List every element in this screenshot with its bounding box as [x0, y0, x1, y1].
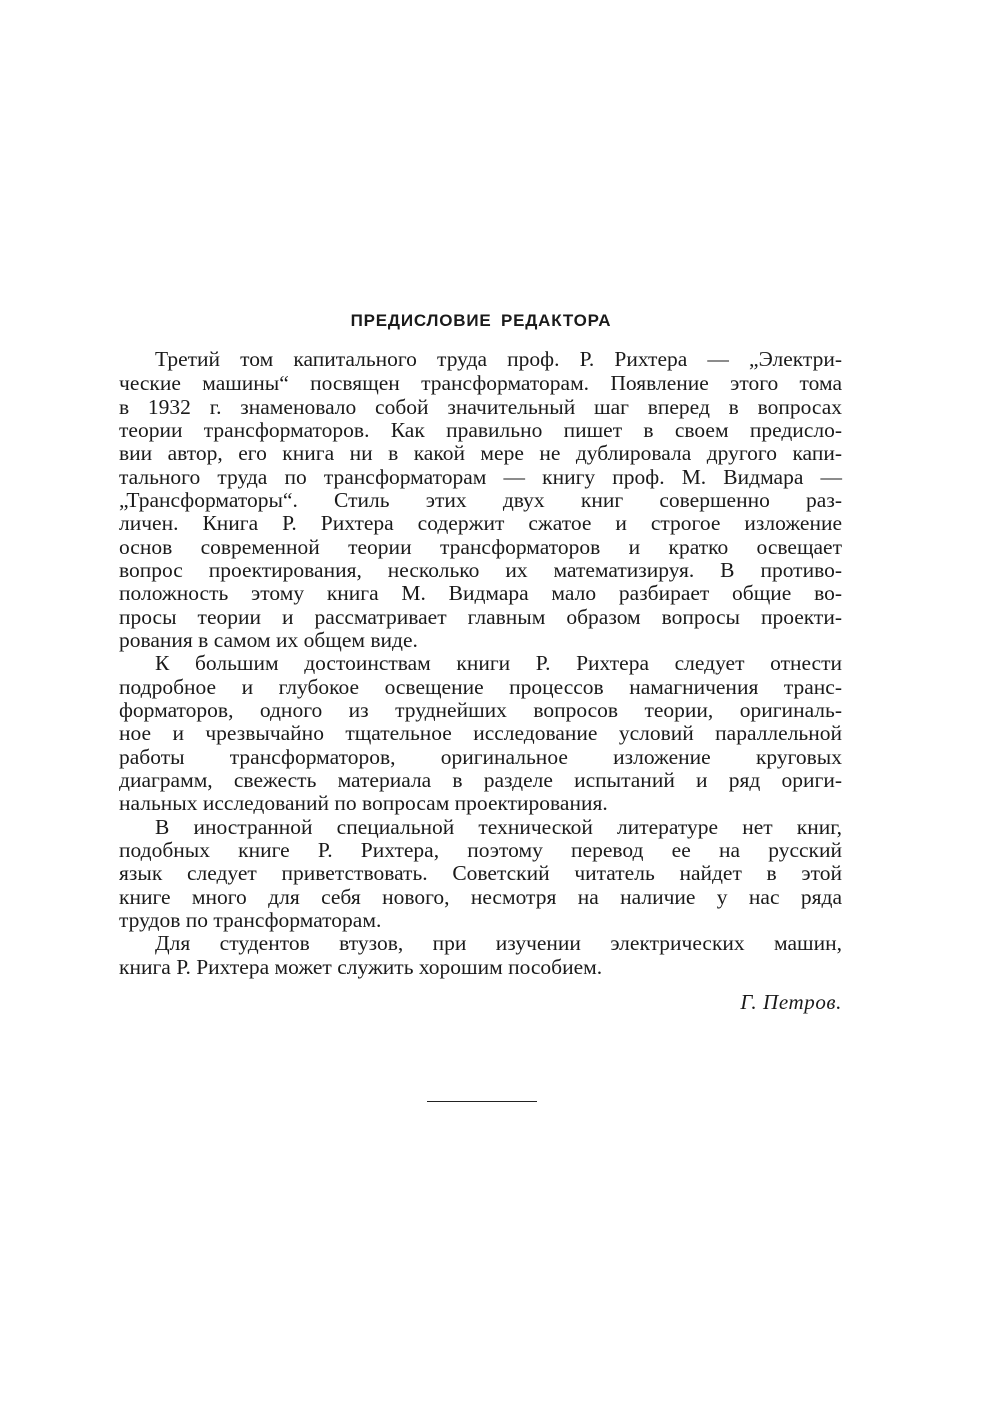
divider	[427, 1101, 537, 1102]
text-line: диаграмм, свежесть материала в разделе испытаний и ряд ориги-	[119, 768, 842, 792]
text-line: подобных книге Р. Рихтера, поэтому перевод ее на русский	[119, 838, 842, 862]
text-line: просы теории и рассматривает главным образом вопросы проекти-	[119, 605, 842, 629]
text-line: теории трансформаторов. Как правильно пишет в своем предисло-	[119, 418, 842, 442]
text-line: книга Р. Рихтера может служить хорошим пособием.	[119, 955, 603, 979]
author-signature: Г. Петров.	[740, 990, 842, 1014]
page-title: ПРЕДИСЛОВИЕ РЕДАКТОРА	[350, 311, 612, 330]
text-line: вии автор, его книга ни в какой мере не дублировала другого капи-	[119, 441, 842, 465]
text-line: вопрос проектирования, несколько их математизируя. В противо-	[119, 558, 842, 582]
text-line: книге много для себя нового, несмотря на наличие у нас ряда	[119, 885, 842, 909]
text-line: Третий том капитального труда проф. Р. Рихтера — „Электри-	[155, 347, 842, 371]
text-line: К большим достоинствам книги Р. Рихтера следует отнести	[155, 651, 842, 675]
text-line: трудов по трансформаторам.	[119, 908, 382, 932]
text-line: работы трансформаторов, оригинальное изложение круговых	[119, 745, 842, 769]
text-line: В иностранной специальной технической литературе нет книг,	[155, 815, 842, 839]
text-line: форматоров, одного из труднейших вопросов теории, оригиналь-	[119, 698, 842, 722]
text-line: язык следует приветствовать. Советский читатель найдет в этой	[119, 861, 842, 885]
text-line: нальных исследований по вопросам проектирования.	[119, 791, 608, 815]
text-line: рования в самом их общем виде.	[119, 628, 418, 652]
text-line: Для студентов втузов, при изучении электрических машин,	[155, 931, 842, 955]
text-line: основ современной теории трансформаторов и кратко освещает	[119, 535, 842, 559]
text-line: в 1932 г. знаменовало собой значительный шаг вперед в вопросах	[119, 395, 842, 419]
text-line: личен. Книга Р. Рихтера содержит сжатое и строгое изложение	[119, 511, 842, 535]
text-line: „Трансформаторы“. Стиль этих двух книг совершенно раз-	[119, 488, 842, 512]
text-line: положность этому книга М. Видмара мало разбирает общие во-	[119, 581, 842, 605]
text-line: ное и чрезвычайно тщательное исследование условий параллельной	[119, 721, 842, 745]
text-line: подробное и глубокое освещение процессов намагничения транс-	[119, 675, 842, 699]
text-line: ческие машины“ посвящен трансформаторам. Появление этого тома	[119, 371, 842, 395]
text-line: тального труда по трансформаторам — книгу проф. М. Видмара —	[119, 465, 842, 489]
